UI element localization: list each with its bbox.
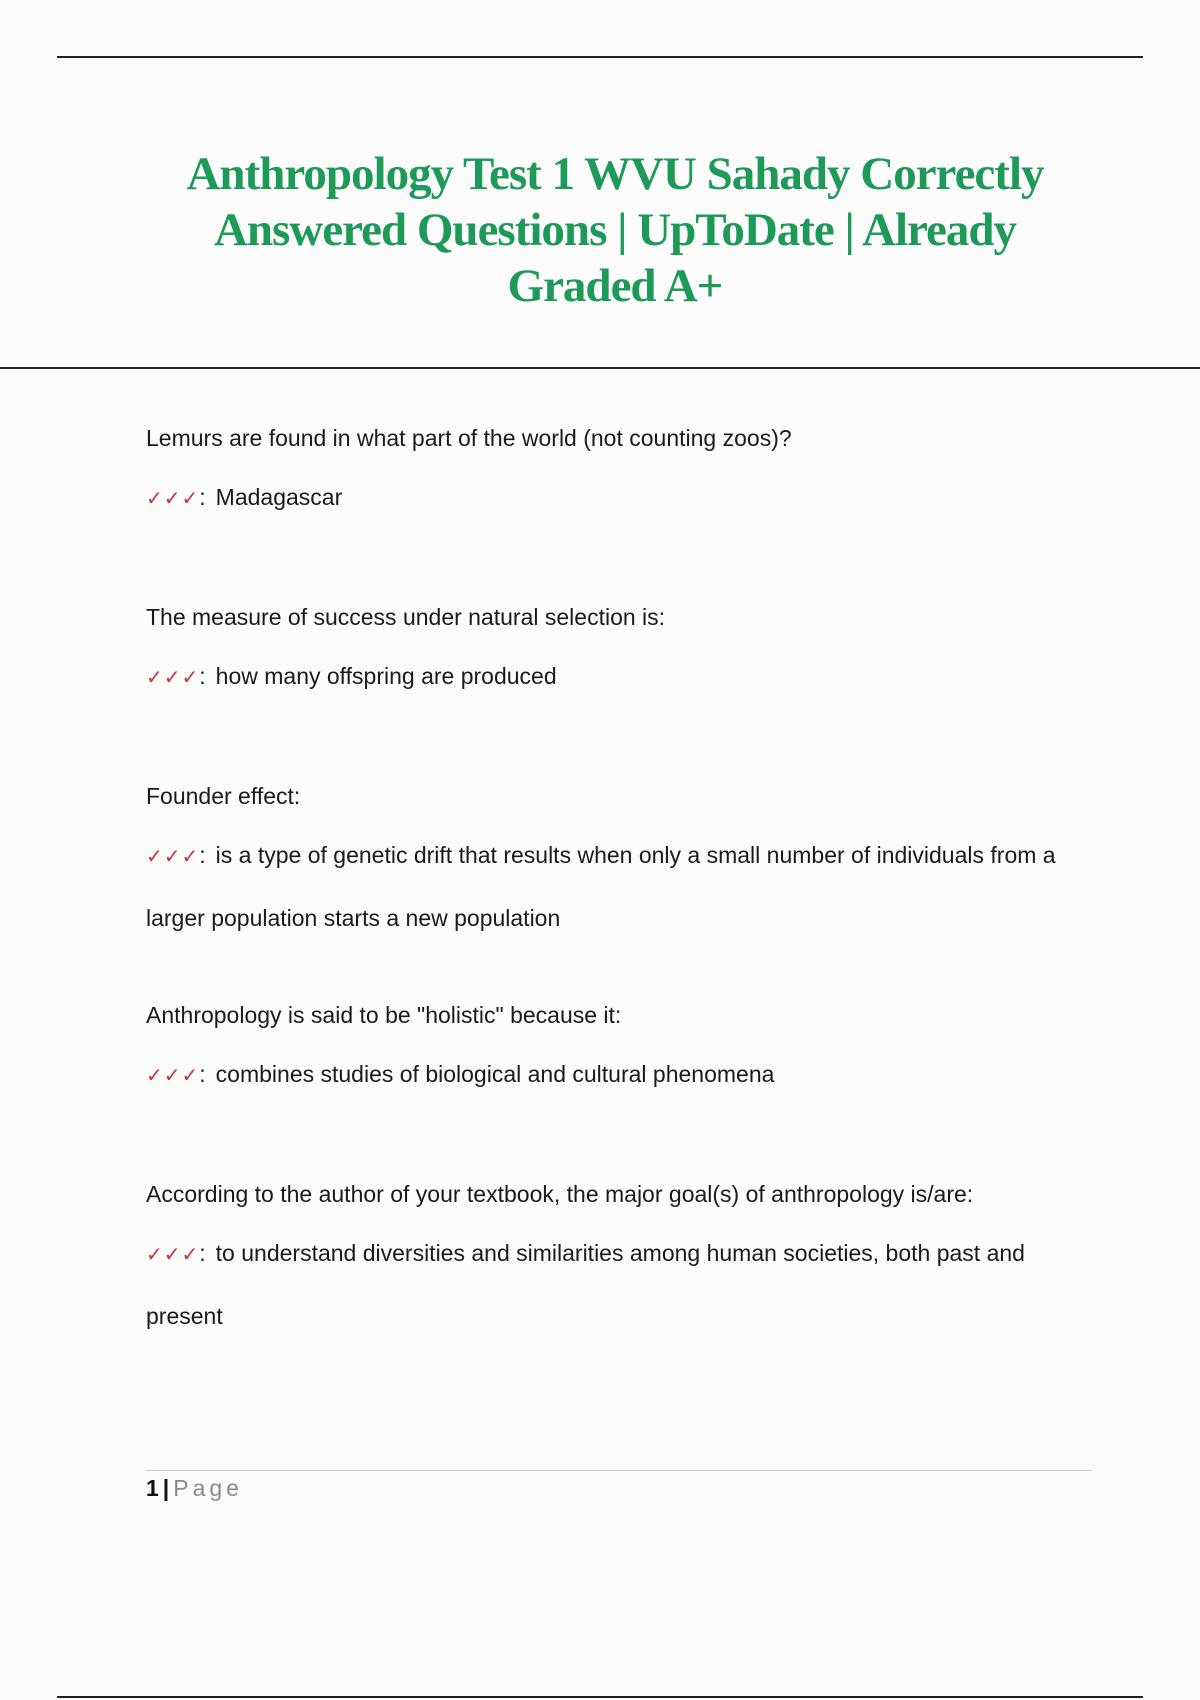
checkmark-icon: ✓✓✓ [146,486,200,510]
answer: ✓✓✓: how many offspring are produced [146,663,557,689]
qa-item [146,778,1096,949]
qa-item [146,420,1096,529]
answer-text: Madagascar [215,484,343,510]
qa-item [146,599,1096,708]
checkmark-icon: ✓✓✓ [146,1242,200,1266]
page-footer [146,1472,243,1504]
qa-item [146,997,1096,1106]
page-number: 1 [146,1475,159,1501]
checkmark-icon: ✓✓✓ [146,1063,200,1087]
question-text: Founder effect: [146,783,301,809]
qa-list [146,420,1096,1347]
top-rule [57,56,1143,58]
answer-text: is a type of genetic drift that results when only a small number of individuals from a larger population starts a new population [146,842,1056,931]
answer-text: combines studies of biological and cultural phenomena [215,1061,775,1087]
footer-separator: | [162,1475,170,1501]
answer-text: how many offspring are produced [215,663,557,689]
answer-text: to understand diversities and similarities among human societies, both past and present [146,1240,1025,1329]
question-text: According to the author of your textbook, the major goal(s) of anthropology is/are: [146,1181,974,1207]
page-label: Page [173,1475,243,1501]
answer: ✓✓✓: Madagascar [146,484,343,510]
answer: ✓✓✓: combines studies of biological and cultural phenomena [146,1061,775,1087]
bottom-rule [57,1696,1143,1698]
answer: ✓✓✓: is a type of genetic drift that results when only a small number of individuals from a larger population starts a new population [146,842,1056,931]
question-text: Lemurs are found in what part of the world (not counting zoos)? [146,425,792,451]
question-text: The measure of success under natural selection is: [146,604,666,630]
checkmark-icon: ✓✓✓ [146,665,200,689]
checkmark-icon: ✓✓✓ [146,844,200,868]
question-text: Anthropology is said to be "holistic" because it: [146,1002,622,1028]
answer: ✓✓✓: to understand diversities and similarities among human societies, both past and present [146,1240,1025,1329]
document-title: Anthropology Test 1 WVU Sahady Correctly Answered Questions | UpToDate | Already Graded A+ [186,148,1044,312]
footer-divider [146,1470,1092,1471]
header-divider [0,367,1200,369]
qa-item [146,1176,1096,1347]
